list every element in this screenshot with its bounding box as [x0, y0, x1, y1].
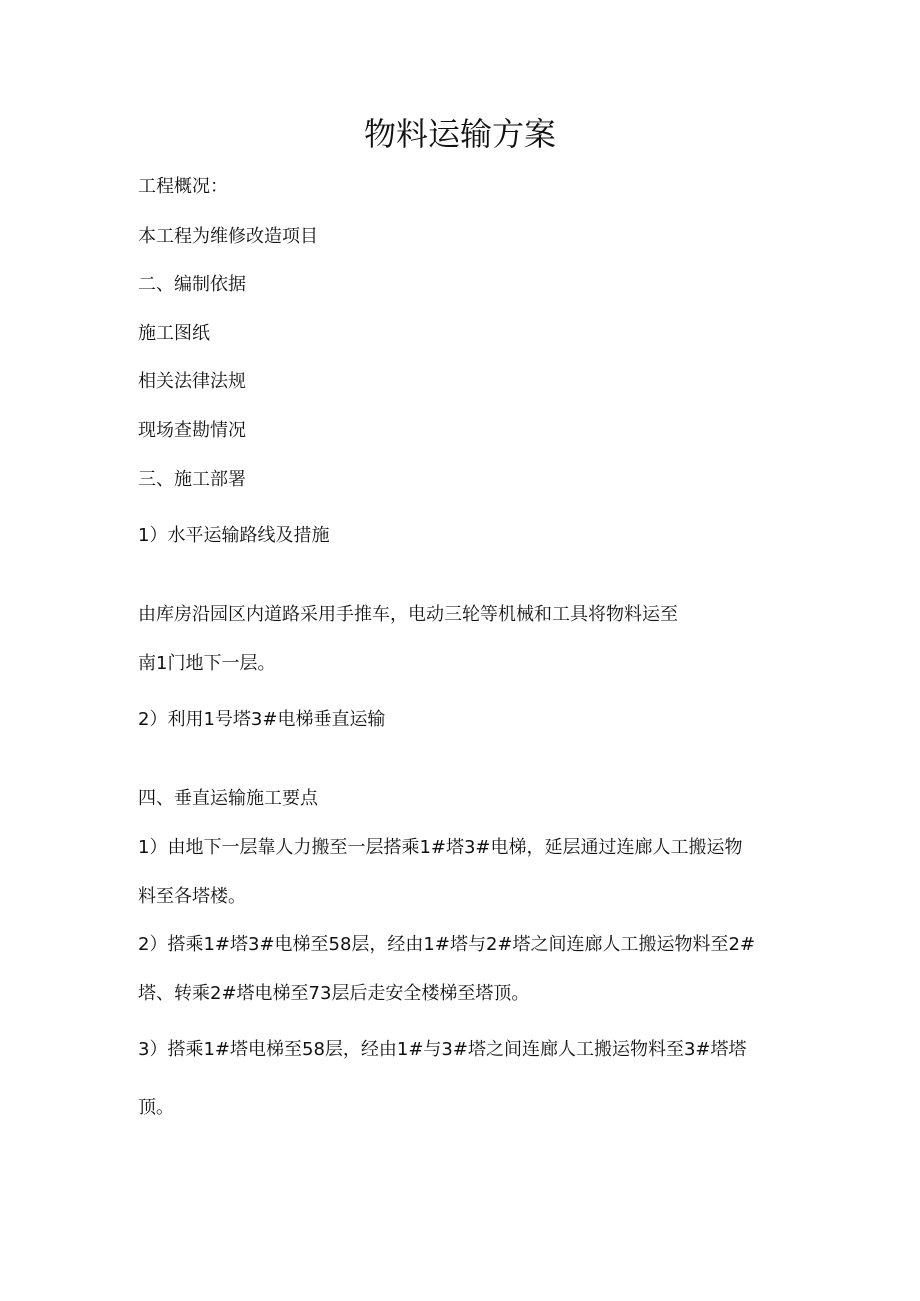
vertical-point-2-line-1: 2）搭乘1#塔3#电梯至58层，经由1#塔与2#塔之间连廊人工搬运物料至2# [138, 934, 756, 955]
section-vertical-points-heading: 四、垂直运输施工要点 [138, 788, 318, 809]
vertical-point-3-line-1: 3）搭乘1#塔电梯至58层，经由1#与3#塔之间连廊人工搬运物料至3#塔塔 [138, 1039, 747, 1060]
basis-item-survey: 现场查勘情况 [138, 420, 246, 441]
vertical-point-2-line-2: 塔、转乘2#塔电梯至73层后走安全楼梯至塔顶。 [138, 983, 530, 1004]
vertical-point-1-line-2: 料至各塔楼。 [138, 886, 246, 907]
document-title: 物料运输方案 [363, 115, 556, 153]
horizontal-description-line-2: 南1门地下一层。 [138, 653, 276, 674]
section-basis-heading: 二、编制依据 [138, 274, 246, 295]
basis-item-laws: 相关法律法规 [138, 371, 246, 392]
deployment-item-horizontal: 1）水平运输路线及措施 [138, 525, 330, 546]
section-overview-heading: 工程概况： [138, 176, 228, 197]
deployment-item-vertical: 2）利用1号塔3#电梯垂直运输 [138, 709, 386, 730]
basis-item-drawings: 施工图纸 [138, 323, 210, 344]
vertical-point-1-line-1: 1）由地下一层靠人力搬至一层搭乘1#塔3#电梯，延层通过连廊人工搬运物 [138, 837, 743, 858]
vertical-point-3-line-2: 顶。 [138, 1097, 174, 1118]
section-deployment-heading: 三、施工部署 [138, 469, 246, 490]
overview-text: 本工程为维修改造项目 [138, 226, 318, 247]
horizontal-description-line-1: 由库房沿园区内道路采用手推车，电动三轮等机械和工具将物料运至 [138, 604, 678, 625]
